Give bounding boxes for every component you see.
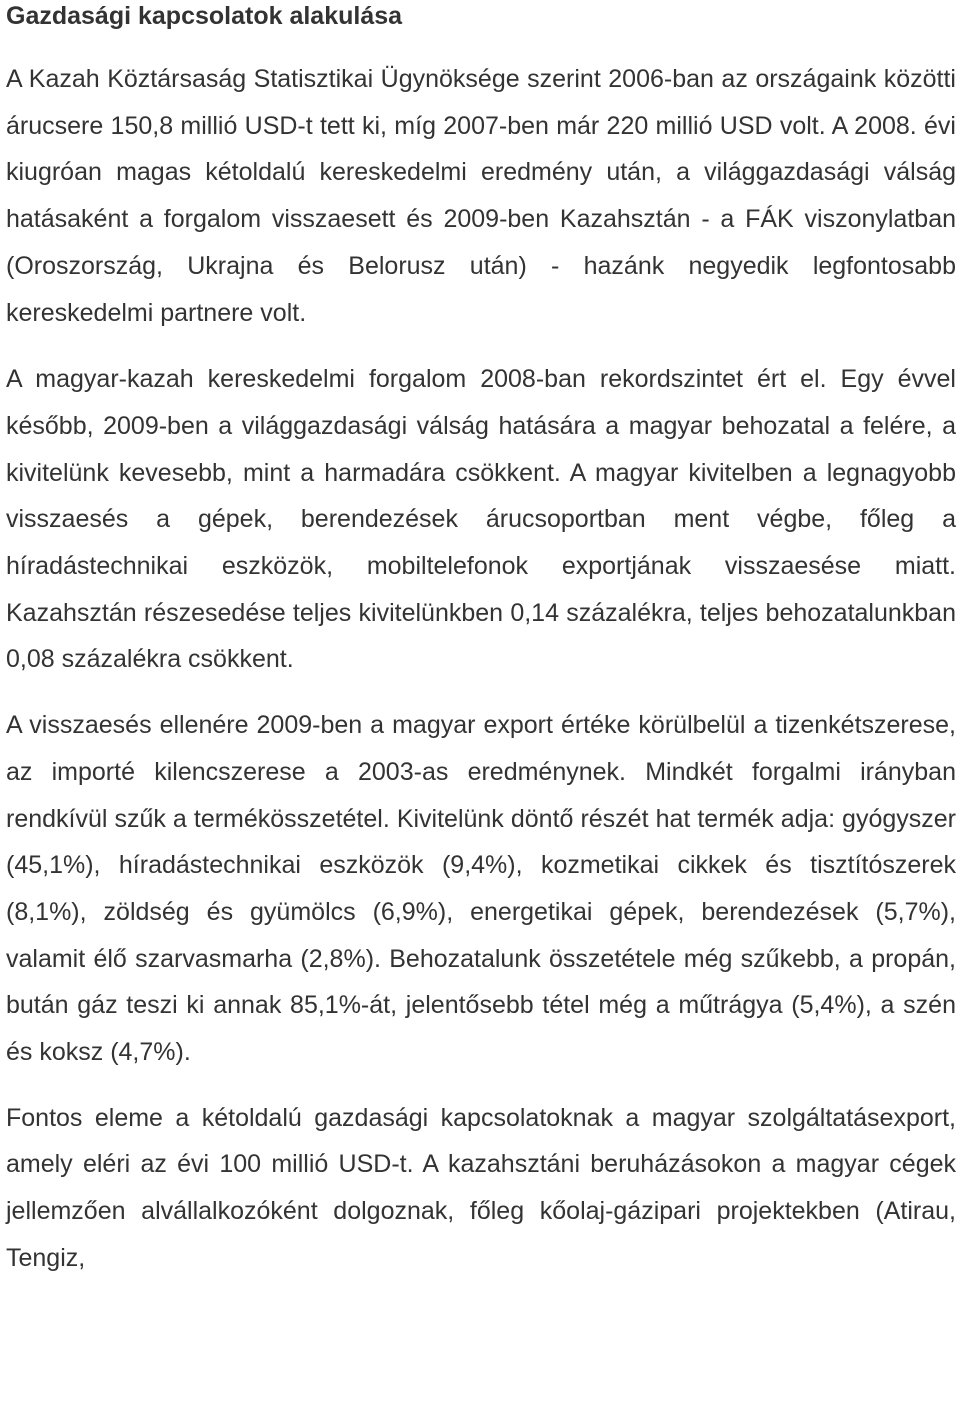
paragraph-trade-overview: A Kazah Köztársaság Statisztikai Ügynöksége szerint 2006-ban az országaink közötti árucsere 150,8 millió USD-t tett ki, míg 2007-ben már 220 millió USD volt. A 2008. évi kiugróan magas kétoldalú kereskedelmi eredmény után, a világgazdasági válság hatásaként a forgalom visszaesett és 2009-ben Kazahsztán - a FÁK viszonylatban (Oroszország, Ukrajna és Belorusz után) - hazánk negyedik legfontosabb kereskedelmi partnere volt. xyxy=(6,65,956,327)
section-heading: Gazdasági kapcsolatok alakulása xyxy=(6,2,403,30)
paragraph-product-composition: A visszaesés ellenére 2009-ben a magyar export értéke körülbelül a tizenkétszerese, az importé kilencszerese a 2003-as eredménynek. Mindkét forgalmi irányban rendkívül szűk a termékösszetétel. Kivitelünk döntő részét hat termék adja: gyógyszer (45,1%), híradástechnikai eszközök (9,4%), kozmetikai cikkek és tisztítószerek (8,1%), zöldség és gyümölcs (6,9%), energetikai gépek, berendezések (5,7%), valamit élő szarvasmarha (2,8%). Behozatalunk összetétele még szűkebb, a propán, bután gáz teszi ki annak 85,1%-át, jelentősebb tétel még a műtrágya (5,4%), a szén és koksz (4,7%). xyxy=(6,711,956,1067)
paragraph-2008-record: A magyar-kazah kereskedelmi forgalom 2008-ban rekordszintet ért el. Egy évvel később, 2009-ben a világgazdasági válság hatására a magyar behozatal a felére, a kivitelünk kevesebb, mint a harmadára csökkent. A magyar kivitelben a legnagyobb visszaesés a gépek, berendezések árucsoportban ment végbe, főleg a híradástechnikai eszközök, mobiltelefonok exportjának visszaesése miatt. Kazahsztán részesedése teljes kivitelünkben 0,14 százalékra, teljes behozatalunkban 0,08 százalékra csökkent. xyxy=(6,365,956,674)
document-page xyxy=(6,0,956,1282)
paragraph-services-export: Fontos eleme a kétoldalú gazdasági kapcsolatoknak a magyar szolgáltatásexport, amely eléri az évi 100 millió USD-t. A kazahsztáni beruházásokon a magyar cégek jellemzően alvállalkozóként dolgoznak, főleg kőolaj-gázipari projektekben (Atirau, Tengiz, xyxy=(6,1103,956,1272)
